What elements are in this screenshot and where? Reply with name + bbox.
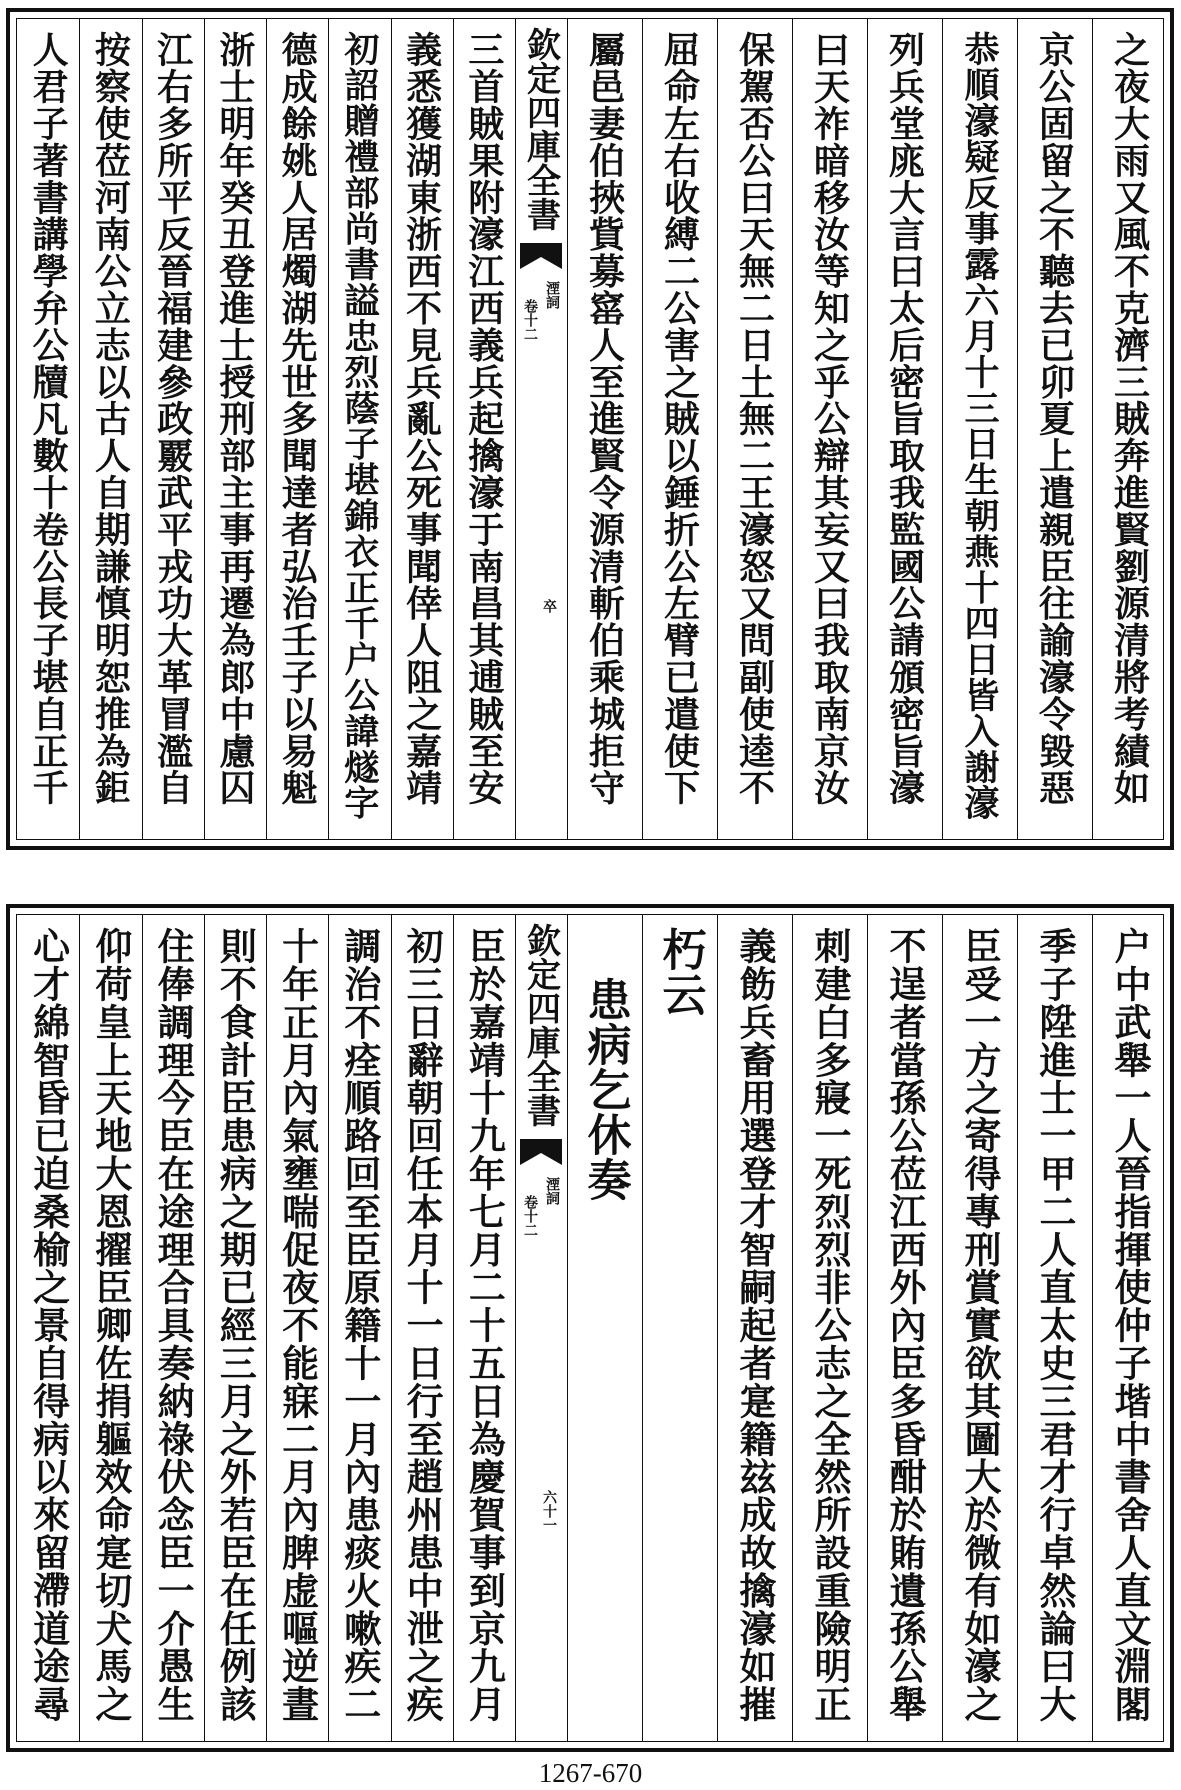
text-column <box>867 31 942 827</box>
column-rule <box>717 915 718 1741</box>
section-name: 湮詞 <box>544 281 560 309</box>
column-rule <box>453 915 454 1741</box>
text-column <box>204 927 266 1729</box>
text-column <box>391 31 453 827</box>
column-text: 朽云 <box>654 927 706 1017</box>
leaf-number: 六十一 <box>541 1490 557 1532</box>
volume-number: 卷十二 <box>522 1195 538 1237</box>
column-text: 患病乞休奏 <box>579 977 631 1202</box>
column-text: 住俸調理今臣在途理合具奏納祿伏念臣一介愚生 <box>151 927 196 1723</box>
column-rule <box>1017 19 1018 839</box>
column-text: 不逞者當孫公莅江西外內臣多昏酣於賄遺孫公舉 <box>883 927 927 1723</box>
text-column <box>391 927 453 1729</box>
text-column <box>792 31 867 827</box>
column-rule <box>266 19 267 839</box>
column-text: 德成餘姚人居燭湖先世多聞達者弘治壬子以易魁 <box>276 31 319 806</box>
fish-tail-mark-icon <box>518 239 564 275</box>
column-text: 三首賊果附濠江西義兵起擒濠于南昌其逋賊至安 <box>462 31 505 806</box>
column-rule <box>867 915 868 1741</box>
column-text: 仰荷皇上天地大恩擢臣卿佐捐軀效命寔切犬馬之 <box>88 927 133 1723</box>
column-rule <box>642 915 643 1741</box>
leaf-number: 卒 <box>541 599 557 613</box>
text-column <box>942 927 1017 1729</box>
text-column <box>1017 31 1092 827</box>
column-rule <box>328 915 329 1741</box>
fish-tail-mark-icon <box>518 1135 564 1171</box>
column-rule <box>1092 915 1093 1741</box>
page-footer-number: 1267-670 <box>538 1758 643 1788</box>
text-column <box>1092 927 1167 1729</box>
column-rule <box>266 915 267 1741</box>
text-column <box>717 31 792 827</box>
text-column <box>567 927 642 1729</box>
column-text: 季子陞進士一甲二人直太史三君才行卓然論曰大 <box>1033 927 1077 1723</box>
text-column <box>642 31 717 827</box>
column-rule <box>515 915 516 1741</box>
column-text: 屬邑妻伯挾貲募窰人至進賢令源清斬伯乘城拒守 <box>583 31 626 806</box>
text-column <box>79 31 141 827</box>
column-text: 列兵堂庣大言曰太后密旨取我監國公請頒密旨濠 <box>883 31 926 806</box>
column-rule <box>792 915 793 1741</box>
column-text: 臣受一方之寄得專刑賞實欲其圖大於微有如濠之 <box>958 927 1002 1723</box>
column-text: 十年正月內氣壅喘促夜不能寐二月內脾虚嘔逆晝 <box>275 927 320 1723</box>
column-text: 刺建白多寢一死烈烈非公志之全然所設重險明正 <box>808 927 852 1723</box>
text-column <box>142 927 204 1729</box>
column-text: 京公固留之不聽去已卯夏上遣親臣往諭濠令毀惡 <box>1033 31 1076 806</box>
bottom-page-frame <box>16 914 1164 1742</box>
column-rule <box>328 19 329 839</box>
column-text: 屈命左右收縛二公害之賊以錘折公左臂已遣使下 <box>658 31 701 806</box>
column-rule <box>142 19 143 839</box>
column-text: 保駕否公曰天無二日土無二王濠怒又問副使逵不 <box>733 31 776 806</box>
center-header-strip <box>515 19 567 839</box>
text-column <box>717 927 792 1729</box>
book-title: 欽定四庫全書 <box>520 923 561 1127</box>
column-text: 恭順濠疑反事露六月十三日生朝燕十四日皆入謝濠 <box>959 31 1000 821</box>
text-column <box>79 927 141 1729</box>
column-rule <box>1092 19 1093 839</box>
text-column <box>266 31 328 827</box>
text-column <box>17 927 79 1729</box>
column-text: 初詔贈禮部尚書謚忠烈蔭子堪錦衣正千户公諱燧字 <box>338 31 380 821</box>
column-rule <box>515 19 516 839</box>
text-column <box>867 927 942 1729</box>
column-rule <box>717 19 718 839</box>
column-rule <box>391 915 392 1741</box>
column-rule <box>1017 915 1018 1741</box>
column-rule <box>642 19 643 839</box>
column-text: 按察使莅河南公立志以古人自期謙慎明恕推為鉅 <box>89 31 132 806</box>
column-rule <box>79 915 80 1741</box>
text-column <box>142 31 204 827</box>
text-column <box>792 927 867 1729</box>
column-text: 則不食計臣患病之期已經三月之外若臣在任例該 <box>213 927 258 1723</box>
column-text: 心才綿智昏已迫桑榆之景自得病以來留滯道途尋 <box>26 927 71 1723</box>
column-text: 臣於嘉靖十九年七月二十五日為慶賀事到京九月 <box>462 927 507 1723</box>
text-column <box>942 31 1017 827</box>
column-text: 義飭兵畜用選登才智嗣起者寔籍玆成故擒濠如摧 <box>733 927 777 1723</box>
column-rule <box>79 19 80 839</box>
text-column <box>453 31 515 827</box>
column-rule <box>792 19 793 839</box>
column-rule <box>942 915 943 1741</box>
column-text: 浙士明年癸丑登進士授刑部主事再遷為郎中慮囚 <box>213 31 256 806</box>
column-rule <box>204 19 205 839</box>
volume-number: 卷十二 <box>522 299 538 341</box>
column-text: 初三日辭朝回任本月十一日行至趙州患中泄之疾 <box>400 927 445 1723</box>
column-rule <box>391 19 392 839</box>
text-column <box>328 927 390 1729</box>
column-text: 户中武舉一人晉指揮使仲子堦中書舍人直文淵閣 <box>1108 927 1152 1723</box>
column-rule <box>142 915 143 1741</box>
text-column <box>567 31 642 827</box>
column-rule <box>453 19 454 839</box>
text-column <box>453 927 515 1729</box>
section-name: 湮詞 <box>544 1177 560 1205</box>
text-column <box>204 31 266 827</box>
column-text: 調治不痊順路回至臣原籍十一月內患痰火嗽疾二 <box>337 927 382 1723</box>
bottom-page <box>6 904 1174 1752</box>
column-text: 義悉獲湖東浙西不見兵亂公死事聞倖人阻之嘉靖 <box>400 31 443 806</box>
column-rule <box>867 19 868 839</box>
column-text: 之夜大雨又風不克濟三賊奔進賢劉源清將考績如 <box>1108 31 1151 806</box>
column-text: 江右多所平反晉福建參政覈武平戎功大革冒濫自 <box>151 31 194 806</box>
text-column <box>266 927 328 1729</box>
column-text: 曰天祚暗移汝等知之乎公辯其妄又曰我取南京汝 <box>808 31 851 806</box>
book-title: 欽定四庫全書 <box>520 27 561 231</box>
text-column <box>1092 31 1167 827</box>
column-rule <box>942 19 943 839</box>
text-column <box>1017 927 1092 1729</box>
top-page-frame <box>16 18 1164 840</box>
column-rule <box>204 915 205 1741</box>
top-page <box>6 8 1174 850</box>
text-column <box>328 31 390 827</box>
text-column <box>642 927 717 1729</box>
column-text: 人君子著書講學弁公牘凡數十卷公長子堪自正千 <box>27 31 70 806</box>
text-column <box>17 31 79 827</box>
center-header-strip <box>515 915 567 1741</box>
